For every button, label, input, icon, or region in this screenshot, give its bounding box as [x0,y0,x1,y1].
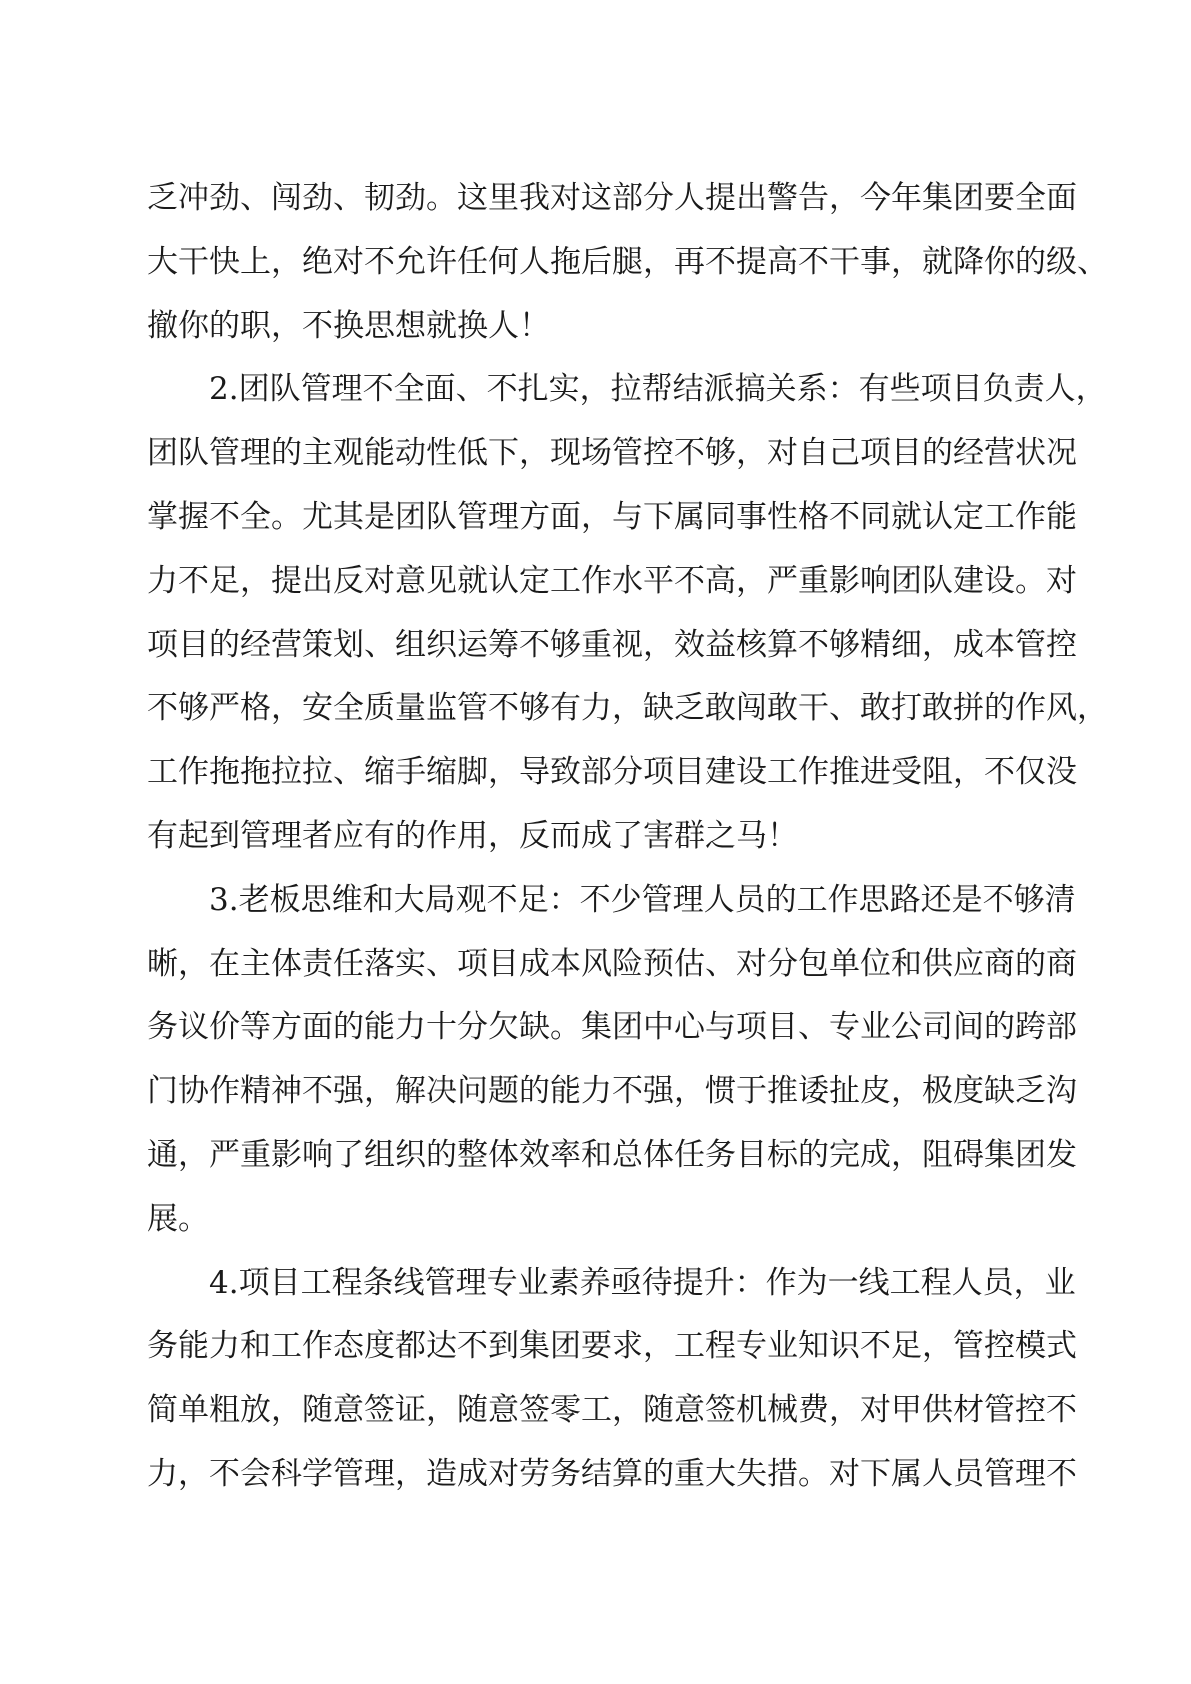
text-line: 团队管理的主观能动性低下，现场管控不够，对自己项目的经营状况 [147,435,1077,472]
text-line: 通，严重影响了组织的整体效率和总体任务目标的完成，阻碍集团发 [147,1136,1077,1173]
text-line: 不够严格，安全质量监管不够有力，缺乏敢闯敢干、敢打敢拼的作风， [147,690,1108,727]
text-line: 项目的经营策划、组织运筹不够重视，效益核算不够精细，成本管控 [147,626,1077,663]
text-line: 展。 [147,1200,209,1237]
text-line: 3.老板思维和大局观不足：不少管理人员的工作思路还是不够清 [209,881,1076,918]
text-line: 乏冲劲、闯劲、韧劲。这里我对这部分人提出警告，今年集团要全面 [147,180,1077,216]
text-line: 门协作精神不强，解决问题的能力不强，惯于推诿扯皮，极度缺乏沟 [147,1073,1077,1110]
body-text [147,167,1108,1507]
text-line: 撤你的职，不换思想就换人！ [147,307,550,344]
text-line: 务议价等方面的能力十分欠缺。集团中心与项目、专业公司间的跨部 [147,1009,1077,1046]
text-line: 2.团队管理不全面、不扎实，拉帮结派搞关系：有些项目负责人， [209,371,1107,408]
text-line: 力不足，提出反对意见就认定工作水平不高，严重影响团队建设。对 [147,562,1077,599]
text-line: 大干快上，绝对不允许任何人拖后腿，再不提高不干事，就降你的级、 [147,243,1108,280]
text-line: 有起到管理者应有的作用，反而成了害群之马！ [147,817,798,854]
text-line: 工作拖拖拉拉、缩手缩脚，导致部分项目建设工作推进受阻，不仅没 [147,754,1077,791]
text-line: 简单粗放，随意签证，随意签零工，随意签机械费，对甲供材管控不 [147,1392,1077,1429]
text-line: 务能力和工作态度都达不到集团要求，工程专业知识不足，管控模式 [147,1328,1077,1365]
text-line: 掌握不全。尤其是团队管理方面，与下属同事性格不同就认定工作能 [147,498,1077,535]
text-line: 4.项目工程条线管理专业素养亟待提升：作为一线工程人员，业 [209,1264,1076,1301]
text-line: 晰，在主体责任落实、项目成本风险预估、对分包单位和供应商的商 [147,945,1077,982]
text-line: 力，不会科学管理，造成对劳务结算的重大失措。对下属人员管理不 [147,1455,1077,1492]
